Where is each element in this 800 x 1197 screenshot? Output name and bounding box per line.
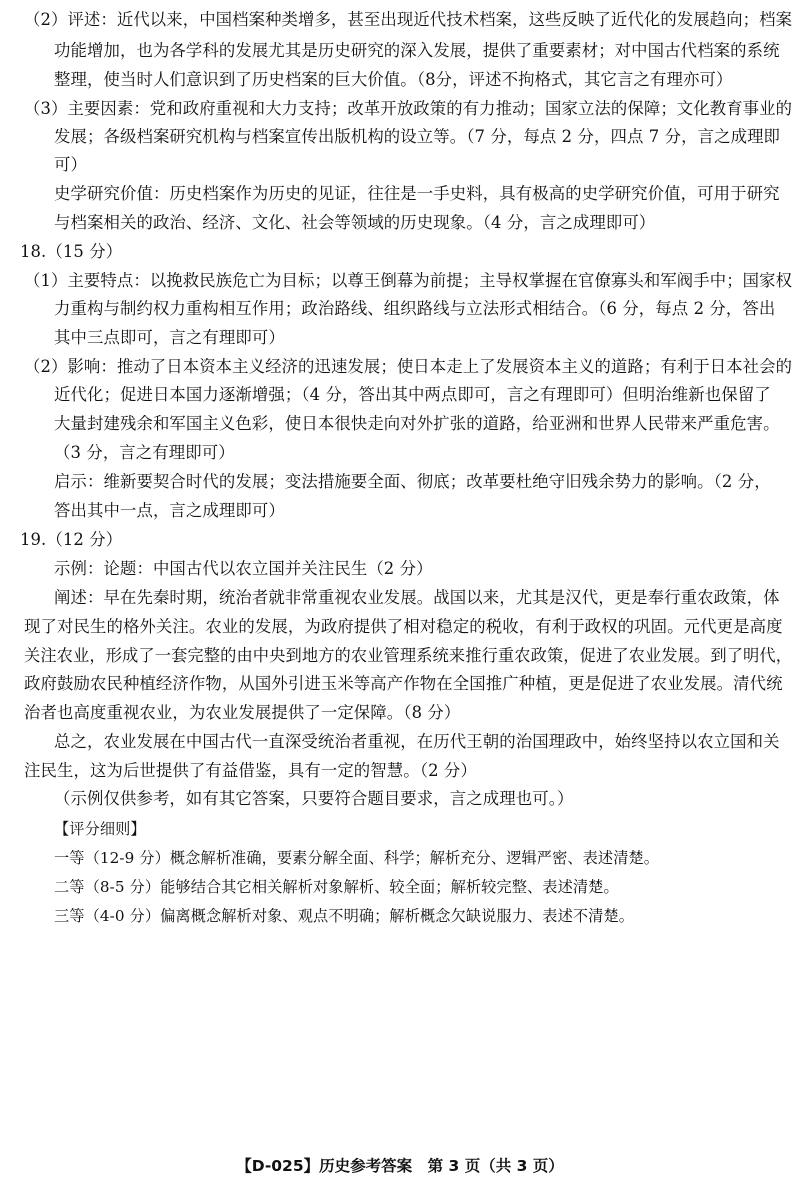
q17-3-line-5: 与档案相关的政治、经济、文化、社会等领域的历史现象。（4 分，言之成理即可） [54,213,656,232]
rubric-tier-1: 一等（12-9 分）概念解析准确，要素分解全面、科学；解析充分、逻辑严密、表述清楚。 [54,849,660,867]
q18-2-line-4: （3 分，言之有理即可） [54,443,235,462]
q17-3-line-2: 发展；各级档案研究机构与档案宣传出版机构的设立等。（7 分，每点 2 分，四点 7 分，言之成理即 [54,127,781,146]
q17-3-line-4: 史学研究价值：历史档案作为历史的见证，往往是一手史料，具有极高的史学研究价值，可用于研究 [54,184,780,203]
q19-body-line-1: 阐述：早在先秦时期，统治者就非常重视农业发展。战国以来，尤其是汉代，更是奉行重农政策，体 [54,588,780,607]
q17-2-line-1: （2）评述：近代以来，中国档案种类增多，甚至出现近代技术档案，这些反映了近代化的发展趋向；档案 [24,10,793,29]
page-footer: 【D-025】历史参考答案 第 3 页（共 3 页） [236,1157,564,1175]
q18-1-line-2: 力重构与制约权力重构相互作用；政治路线、组织路线与立法形式相结合。（6 分，每点 2 分，答出 [54,299,776,318]
q19-summary-line-1: 总之，农业发展在中国古代一直深受统治者重视，在历代王朝的治国理政中，始终坚持以农立国和关 [54,732,780,751]
q19-heading: 19.（12 分） [20,530,123,549]
q19-summary-line-2: 注民生，这为后世提供了有益借鉴，具有一定的智慧。（2 分） [24,761,477,780]
q19-body-line-3: 关注农业，形成了一套完整的由中央到地方的农业管理系统来推行重农政策，促进了农业发展。到了明代， [24,646,793,665]
q18-1-line-3: 其中三点即可，言之有理即可） [54,328,285,347]
rubric-tier-2: 二等（8-5 分）能够结合其它相关解析对象解析、较全面；解析较完整、表述清楚。 [54,878,619,896]
q17-2-line-2: 功能增加，也为各学科的发展尤其是历史研究的深入发展，提供了重要素材；对中国古代档案的系统 [54,41,780,60]
q18-2-line-1: （2）影响：推动了日本资本主义经济的迅速发展；使日本走上了发展资本主义的道路；有利于日本社会的 [24,357,793,376]
rubric-heading: 【评分细则】 [54,820,146,838]
q18-1-line-1: （1）主要特点：以挽救民族危亡为目标；以尊王倒幕为前提；主导权掌握在官僚寡头和军阀手中；国家权 [24,271,793,290]
q19-body-line-5: 治者也高度重视农业，为农业发展提供了一定保障。（8 分） [24,703,461,722]
q19-topic-line: 示例：论题：中国古代以农立国并关注民生（2 分） [54,559,433,578]
q18-2-line-3: 大量封建残余和军国主义色彩，使日本很快走向对外扩张的道路，给亚洲和世界人民带来严重危害。 [54,414,780,433]
q18-heading: 18.（15 分） [20,242,123,261]
q17-2-line-3: 整理，使当时人们意识到了历史档案的巨大价值。（8分，评述不拘格式，其它言之有理亦可） [54,70,733,89]
q18-2-line-6: 答出其中一点，言之成理即可） [54,501,285,520]
q19-note: （示例仅供参考，如有其它答案，只要符合题目要求，言之成理也可。） [54,789,574,808]
q19-body-line-2: 现了对民生的格外关注。农业的发展，为政府提供了相对稳定的税收，有利于政权的巩固。元代更是高度 [24,617,783,636]
q19-body-line-4: 政府鼓励农民种植经济作物，从国外引进玉米等高产作物在全国推广种植，更是促进了农业发展。清代统 [24,674,783,693]
q18-2-line-5: 启示：维新要契合时代的发展；变法措施要全面、彻底；改革要杜绝守旧残余势力的影响。（2 分， [54,472,771,491]
q18-2-line-2: 近代化；促进日本国力逐渐增强；（4 分，答出其中两点即可，言之有理即可）但明治维新也保留了 [54,385,771,404]
q17-3-line-3: 可） [54,155,87,174]
q17-3-line-1: （3）主要因素：党和政府重视和大力支持；改革开放政策的有力推动；国家立法的保障；文化教育事业的 [24,99,793,118]
rubric-tier-3: 三等（4-0 分）偏离概念解析对象、观点不明确；解析概念欠缺说服力、表述不清楚。 [54,907,635,925]
